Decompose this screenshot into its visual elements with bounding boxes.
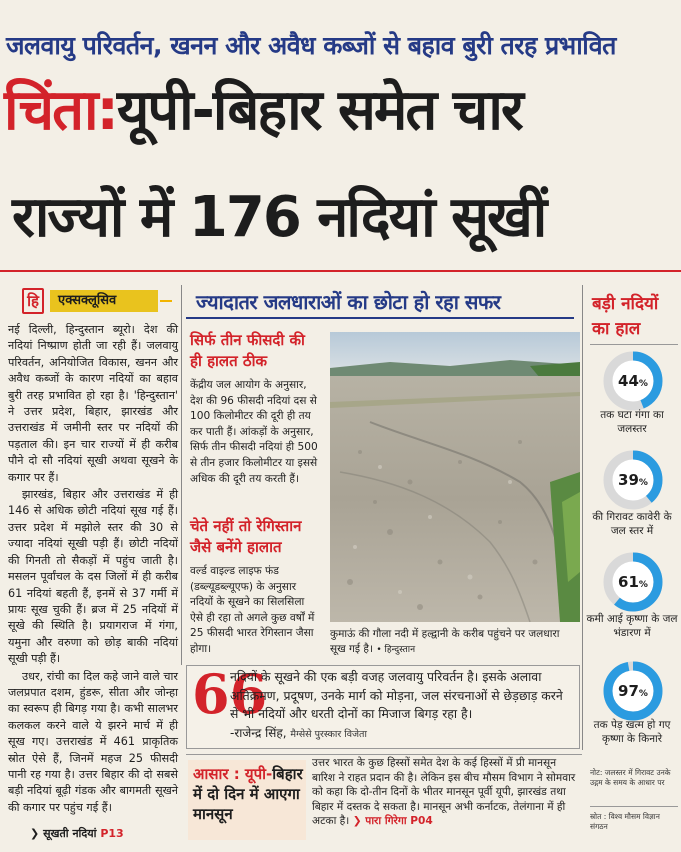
percent-number: 44 [618, 372, 639, 390]
percent-value [600, 447, 666, 513]
stats-note-rule [590, 806, 678, 807]
lead-paragraph-1: नई दिल्ली, हिन्दुस्तान ब्यूरो। देश की नदियां निष्प्राण होती जा रही हैं। जलवायु परिवर्तन, अनियोजित विकास, खनन और अवैध कब्जों के कारण नदियों का बहाव बुरी तरह प्रभावित हो रहा है। 'हिन्दुस्तान' ने उत्तर प्रदेश, बिहार, झारखंड और उत्तराखंड में जमीनी स्तर पर नदियों की पड़ताल की। इन चार राज्यों में ही करीब पौने दो सौ नदियां सूखी अथवा सूखने के कगार पर हैं। [8, 323, 178, 484]
photo-credit: • हिन्दुस्तान [376, 645, 416, 655]
monsoon-ref-label: पारा गिरेगा [365, 815, 407, 828]
percent-value [600, 549, 666, 615]
main-headline-line1 [4, 76, 679, 146]
exclusive-tag-rule [160, 300, 172, 302]
header-divider [0, 270, 681, 272]
column-divider-left [181, 285, 182, 665]
kicker-headline: जलवायु परिवर्तन, खनन और अवैध कब्जों से बहाव बुरी तरह प्रभावित [6, 31, 616, 60]
percent-ring [600, 447, 666, 513]
quote-attribution [230, 724, 575, 741]
headline-lead: चिंता: [4, 78, 117, 143]
percent-value [600, 658, 666, 724]
percent-sign: % [638, 379, 648, 389]
percent-value [600, 348, 666, 414]
percent-caption: की गिरावट कावेरी के जल स्तर में [592, 511, 672, 537]
subhead-three-percent: सिर्फ तीन फीसदी की ही हालत ठीक [190, 331, 305, 370]
rivers-status-heading: बड़ी नदियों का हाल [592, 294, 659, 339]
percent-sign: % [638, 580, 648, 590]
continued-page: P13 [100, 827, 124, 840]
subhead-desert-warning: चेते नहीं तो रेगिस्तान जैसे बनेंगे हालात [190, 517, 302, 556]
percent-sign: % [638, 478, 648, 488]
photo-caption [330, 627, 576, 658]
monsoon-title [193, 764, 303, 824]
percent-caption: तक घटा गंगा का जलस्तर [600, 409, 664, 435]
quote-author-name: -राजेन्द्र सिंह, [230, 726, 287, 740]
monsoon-body: उत्तर भारत के कुछ हिस्सों समेत देश के कई हिस्सों में प्री मानसून बारिश ने राहत प्रदान की है। लेकिन इस बीच मौसम विभाग ने सोमवार को कहा कि दो-तीन दिनों के भीतर मानसून पूर्वी यूपी, झारखंड तथा बिहार में दस्तक दे सकता है। मानसून अभी कर्नाटक, तेलंगाना में ही अटका है। [312, 757, 576, 828]
lead-story-body [8, 322, 178, 817]
headline-rest: यूपी-बिहार समेत चार [116, 78, 522, 143]
caption-text: कुमाऊं की गौला नदी में हल्द्वानी के करीब पहुंचने पर जलधारा सूख गई है। [330, 628, 560, 655]
percent-caption: तक पेड़ खत्म हो गए कृष्णा के किनारे [593, 719, 671, 745]
percent-ring [600, 348, 666, 414]
percent-ring [600, 549, 666, 615]
percent-number: 97 [618, 682, 639, 700]
percent-sign: % [638, 689, 648, 699]
monsoon-text [312, 756, 578, 829]
continued-reference[interactable] [30, 826, 180, 841]
stats-note: नोट: जलस्तर में गिरावट उनके उद्गम के समय के आधार पर [590, 768, 671, 787]
monsoon-title-lead: आसार : यूपी- [193, 765, 273, 783]
percent-caption: कमी आई कृष्णा के जल भंडारण में [586, 613, 678, 639]
column-divider-right [582, 285, 583, 750]
monsoon-title-rest: बिहार में दो दिन में आएगा मानसून [193, 765, 303, 823]
chevron-right-icon: ❯ [352, 815, 362, 828]
section-title-rule [186, 317, 574, 319]
chevron-right-icon: ❯ [30, 827, 40, 840]
cwc-paragraph: केंद्रीय जल आयोग के अनुसार, देश की 96 फीसदी नदियां दस से 100 किलोमीटर की दूरी ही तय कर पाती हैं। आंकड़ों के अनुसार, सिर्फ तीन फीसदी नदियां ही 500 से तीन हजार किलोमीटर या इससे अधिक की दूरी तय करती हैं। [190, 379, 318, 485]
quote-mark-icon: 66 [192, 662, 268, 726]
section-title: ज्यादातर जलधाराओं का छोटा हो रहा सफर [196, 290, 501, 314]
percent-ring [600, 658, 666, 724]
quote-text: नदियों के सूखने की एक बड़ी वजह जलवायु परिवर्तन है। इसके अलावा अतिक्रमण, प्रदूषण, उनके मार्ग को मोड़ना, जल संरचनाओं से छेड़छाड़ करने से भी नदियों और धरती दोनों का मिजाज बिगड़ रहा है। [230, 669, 563, 721]
main-headline-line2: राज्यों में 176 नदियां सूखीं [12, 185, 546, 250]
lead-paragraph-3: उधर, रांची का दिल कहे जाने वाले चार जलप्रपात दशम, हुंडरू, सीता और जोन्हा का स्वरूप ही बिगड़ गया है। कभी सालभर कलकल करने वाले ये झरने मार्च में ही सूख गए। उत्तराखंड में 461 प्राकृतिक स्रोत ऐसे हैं, जिनमें महज 25 फीसदी पानी रह गया है। उत्तर बिहार की दो सबसे बड़ी नदियां बूढ़ी गंडक और बागमती सूखने की कगार पर पहुंच गई हैं। [8, 669, 178, 814]
rivers-status-rule [590, 344, 678, 345]
quote-author-role: मैग्सेसे पुरस्कार विजेता [290, 729, 367, 740]
wwf-paragraph: वर्ल्ड वाइल्ड लाइफ फंड (डब्ल्यूडब्ल्यूएफ) के अनुसार नदियों के सूखने का सिलसिला ऐसे ही रहा तो अगले कुछ वर्षों में 25 फीसदी भारत रेगिस्तान जैसा होगा। [190, 565, 315, 655]
dry-riverbed-photo [330, 332, 580, 622]
percent-number: 39 [618, 471, 639, 489]
stats-source: स्रोत : विश्व मौसम विज्ञान संगठन [590, 812, 660, 831]
continued-label: सूखती नदियां [43, 827, 97, 840]
monsoon-ref-page: P04 [410, 815, 433, 828]
exclusive-tag: एक्सक्लूसिव [50, 290, 158, 312]
hindustan-logo-icon: हि [22, 288, 44, 314]
lead-paragraph-2: झारखंड, बिहार और उत्तराखंड में ही 146 से अधिक छोटी नदियां सूख गई हैं। उत्तर प्रदेश में मझोले स्तर की 30 से ज्यादा नदियां सूखी पड़ी हैं। छोटी नदियों की गिनती तो सैकड़ों में पहुंच जाती है। मसलन पूर्वांचल के दस जिलों में ही करीब 61 नदियां बहती हैं, इनमें से 37 गर्मी में प्रायः सूख चुकी हैं। ब्रज में 25 नदियों में सूखे की स्थिति है। प्रयागराज में गंगा, यमुना और वरुणा को छोड़ बाकी नदियां सूखी पड़ी हैं। [8, 488, 178, 666]
percent-number: 61 [618, 573, 639, 591]
monsoon-continued-reference[interactable] [353, 815, 433, 827]
